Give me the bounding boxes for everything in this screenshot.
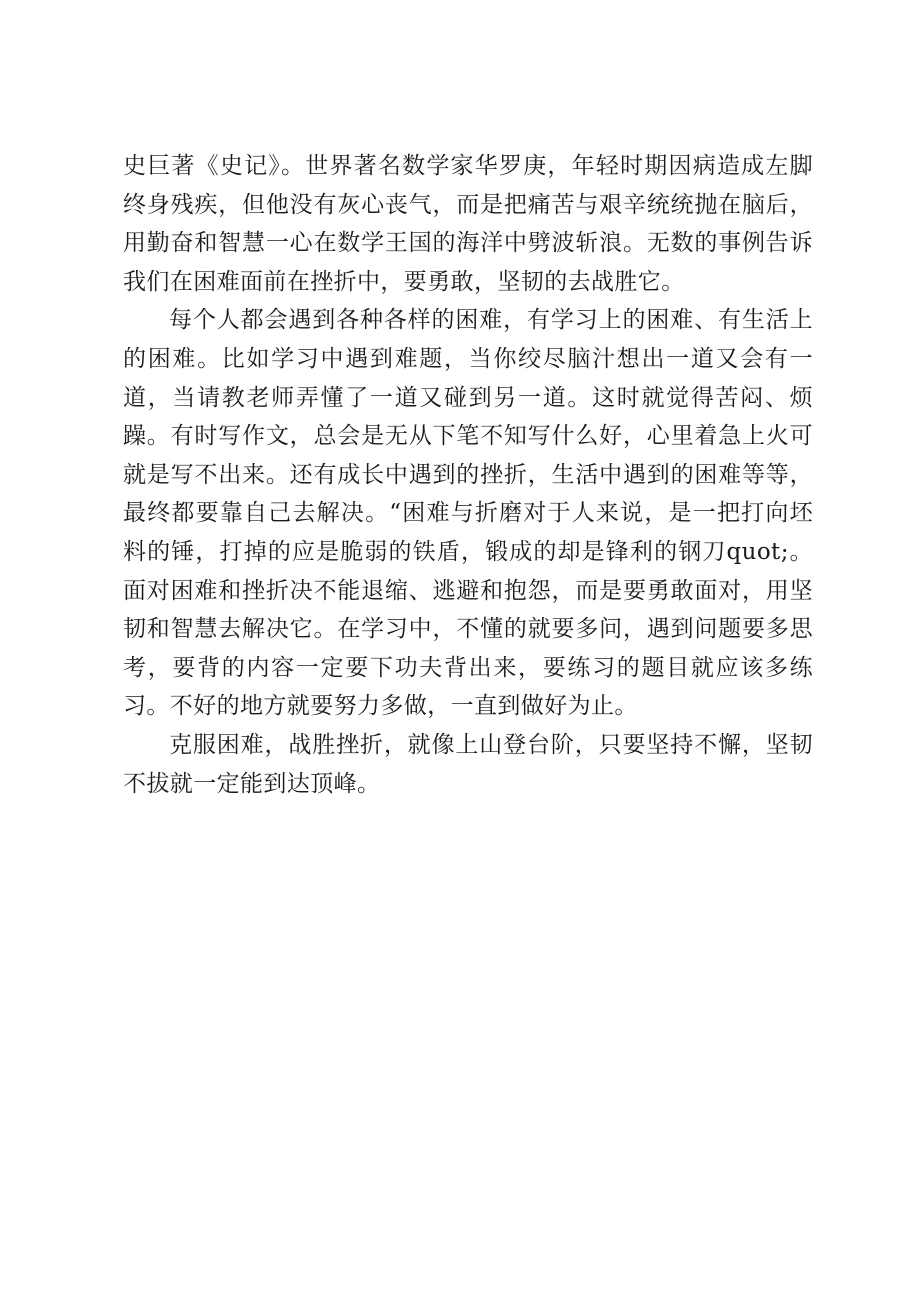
paragraph-line: 下功夫背出来，要练习的题目就应该多练习。不好的地方就要努力多 [123,654,813,720]
paragraph-line: 在学习中，不懂的就要多问，遇到问题要多思考，要背的内容一定要 [123,616,813,681]
paragraph-historical-examples [123,147,813,301]
paragraph-line: 每个人都会遇到各种各样的困难，有学习上的困难、有生活上 [169,307,813,334]
paragraph-line: 当请教老师弄懂了一道又碰到另一道。这时就觉得苦闷、烦躁。有时 [123,384,813,450]
paragraph-everyday-difficulties [123,301,813,726]
paragraph-line: 写作文，总会是无从下笔不知写什么好，心里着急上火可就是写不出 [123,423,813,488]
paragraph-conclusion [123,726,813,803]
paragraph-line: 己去解决。“困难与折磨对于人来说，是一把打向坯料的锤，打掉的 [123,500,813,565]
paragraph-line: 史巨著《史记》。世界著名数学家华罗庚，年轻时期因病造成左脚终 [123,153,813,218]
document-body [123,147,813,803]
paragraph-line: 困难面前在挫折中，要勇敢，坚韧的去战胜它。 [193,268,685,295]
paragraph-line: 身残疾，但他没有灰心丧气，而是把痛苦与艰辛统统抛在脑后，用勤 [123,191,813,257]
paragraph-line: 奋和智慧一心在数学王国的海洋中劈波斩浪。无数的事例告诉我们在 [123,230,813,295]
paragraph-line: 的困难。比如学习中遇到难题，当你绞尽脑汁想出一道又会有一道， [123,345,813,411]
paragraph-line: 克服困难，战胜挫折，就像上山登台阶，只要坚持不懈，坚韧 [169,731,813,758]
paragraph-line: 来。还有成长中遇到的挫折，生活中遇到的困难等等，最终都要靠自 [123,461,814,527]
paragraph-line: 不能退缩、逃避和抱怨，而是要勇敢面对，用坚韧和智慧去解决它。 [123,577,814,643]
paragraph-line: 做，一直到做好为止。 [403,693,638,720]
paragraph-line: 不拔就一定能到达顶峰。 [123,770,381,797]
paragraph-line: 应是脆弱的铁盾，锻成的却是锋利的钢刀quot;。面对困难和挫折决 [123,538,813,604]
